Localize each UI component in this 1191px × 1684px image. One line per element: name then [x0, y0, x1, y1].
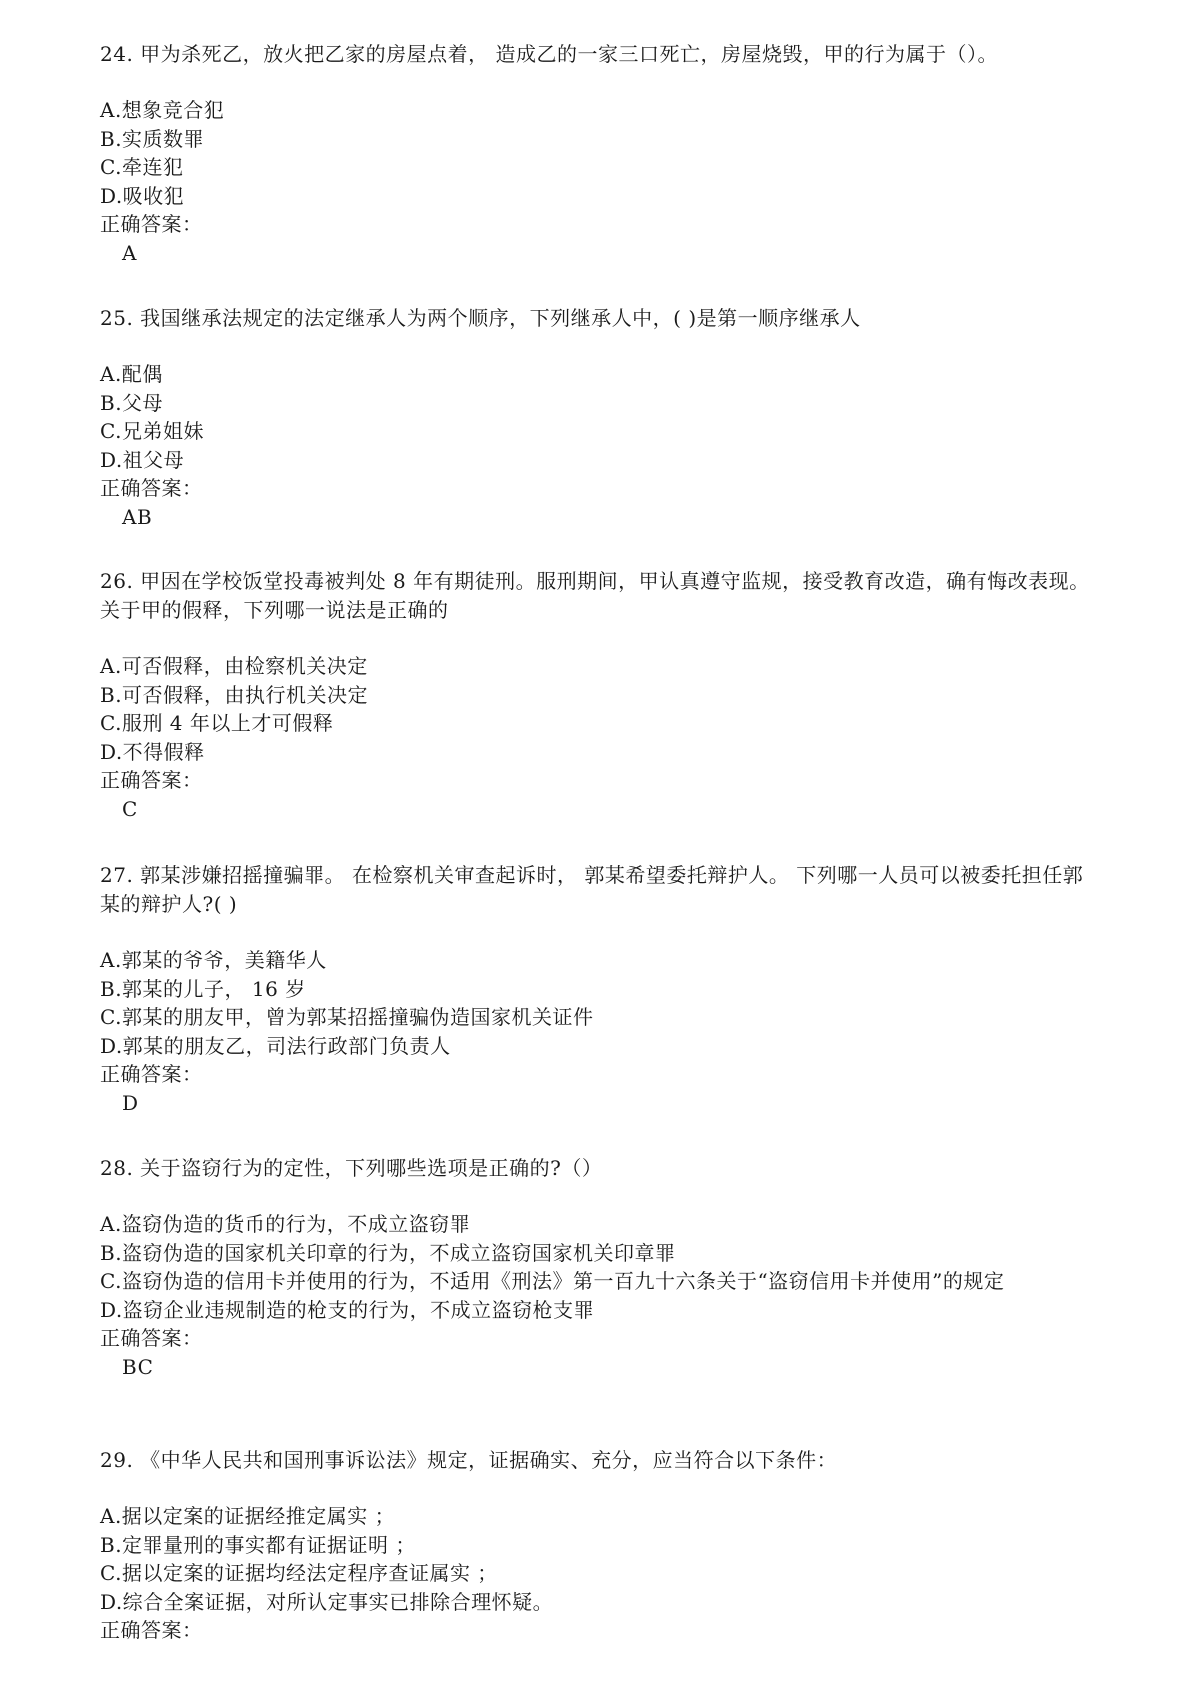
question-26 — [100, 567, 1100, 823]
option-c: C.郭某的朋友甲，曾为郭某招摇撞骗伪造国家机关证件 — [100, 1005, 594, 1029]
option-list — [100, 1502, 1100, 1645]
answer-value: C — [122, 796, 138, 821]
option-b: B.实质数罪 — [100, 126, 205, 151]
answer-value: BC — [122, 1354, 154, 1379]
option-a: A.配偶 — [100, 362, 163, 386]
option-d: D.盗窃企业违规制造的枪支的行为，不成立盗窃枪支罪 — [100, 1297, 595, 1322]
question-24 — [100, 40, 1100, 267]
answer-label: 正确答案： — [100, 1326, 203, 1350]
option-b: B.盗窃伪造的国家机关印章的行为，不成立盗窃国家机关印章罪 — [100, 1240, 676, 1265]
answer-label: 正确答案： — [100, 1062, 203, 1086]
option-c: C.牵连犯 — [100, 155, 184, 179]
option-b: B.郭某的儿子， 16 岁 — [100, 976, 306, 1001]
option-a: A.据以定案的证据经推定属实 ； — [100, 1504, 396, 1528]
option-d: D.吸收犯 — [100, 183, 185, 208]
answer-value: AB — [122, 504, 153, 529]
question-27 — [100, 861, 1100, 1117]
option-list — [100, 1210, 1100, 1381]
option-b: B.定罪量刑的事实都有证据证明 ； — [100, 1532, 416, 1557]
option-a: A.可否假释，由检察机关决定 — [100, 654, 368, 678]
answer-value: D — [122, 1090, 139, 1115]
answer-label: 正确答案： — [100, 768, 203, 792]
option-list — [100, 946, 1100, 1117]
question-stem: 24. 甲为杀死乙，放火把乙家的房屋点着， 造成乙的一家三口死亡，房屋烧毁，甲的行为属于（）。 — [100, 42, 999, 66]
question-stem: 29. 《中华人民共和国刑事诉讼法》规定，证据确实、充分，应当符合以下条件： — [100, 1448, 838, 1472]
option-c: C.盗窃伪造的信用卡并使用的行为，不适用《刑法》第一百九十六条关于“盗窃信用卡并使用”的规定 — [100, 1269, 1005, 1293]
question-28 — [100, 1154, 1100, 1381]
option-a: A.郭某的爷爷，美籍华人 — [100, 948, 327, 972]
option-a: A.想象竞合犯 — [100, 98, 225, 122]
question-29 — [100, 1446, 1100, 1645]
option-c: C.兄弟姐妹 — [100, 419, 204, 443]
answer-label: 正确答案： — [100, 476, 203, 500]
option-d: D.不得假释 — [100, 739, 205, 764]
option-list — [100, 652, 1100, 823]
question-25 — [100, 304, 1100, 531]
question-stem: 26. 甲因在学校饭堂投毒被判处 8 年有期徒刑。服刑期间，甲认真遵守监规，接受教育改造，确有悔改表现。关于甲的假释，下列哪一说法是正确的 — [100, 569, 1090, 622]
option-d: D.郭某的朋友乙，司法行政部门负责人 — [100, 1033, 451, 1058]
option-d: D.综合全案证据，对所认定事实已排除合理怀疑。 — [100, 1589, 554, 1614]
option-a: A.盗窃伪造的货币的行为，不成立盗窃罪 — [100, 1212, 471, 1236]
answer-label: 正确答案： — [100, 212, 203, 236]
option-b: B.父母 — [100, 390, 164, 415]
question-stem: 27. 郭某涉嫌招摇撞骗罪。 在检察机关审查起诉时， 郭某希望委托辩护人。 下列哪一人员可以被委托担任郭某的辩护人?( ) — [100, 863, 1084, 916]
option-c: C.据以定案的证据均经法定程序查证属实 ； — [100, 1561, 498, 1585]
option-c: C.服刑 4 年以上才可假释 — [100, 711, 334, 735]
option-b: B.可否假释，由执行机关决定 — [100, 682, 369, 707]
question-stem: 28. 关于盗窃行为的定性，下列哪些选项是正确的?（） — [100, 1156, 603, 1180]
answer-label: 正确答案： — [100, 1618, 203, 1642]
question-stem: 25. 我国继承法规定的法定继承人为两个顺序，下列继承人中，( )是第一顺序继承人 — [100, 306, 861, 330]
option-list — [100, 360, 1100, 531]
option-d: D.祖父母 — [100, 447, 185, 472]
answer-value: A — [122, 240, 137, 265]
option-list — [100, 96, 1100, 267]
